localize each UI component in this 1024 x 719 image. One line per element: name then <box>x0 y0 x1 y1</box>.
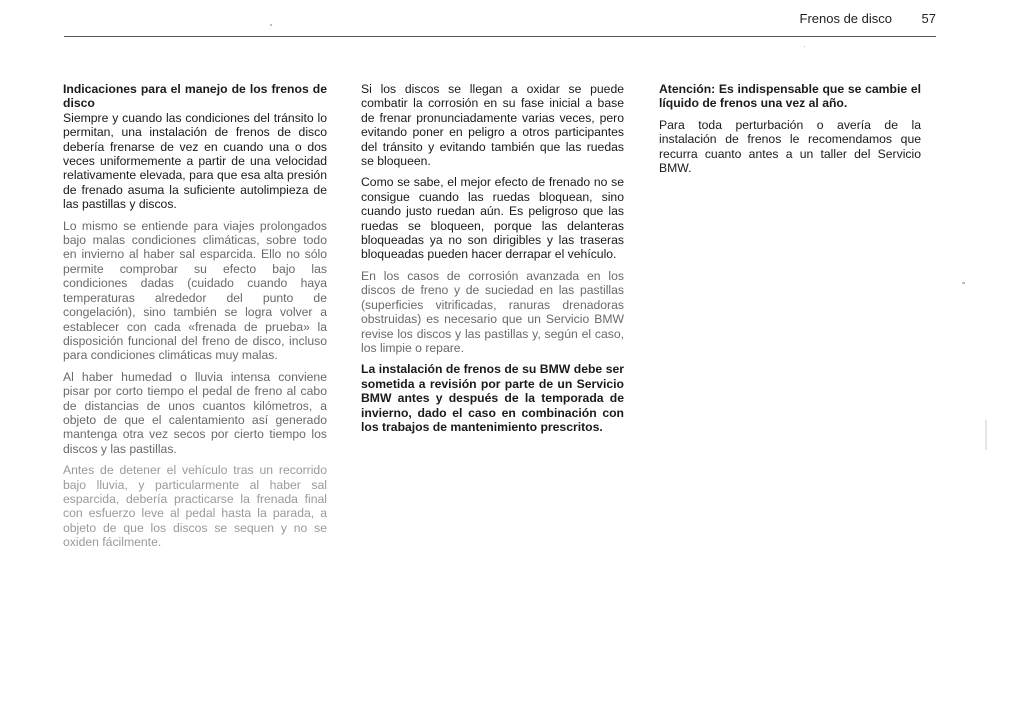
paragraph: Como se sabe, el mejor efecto de frenado no se consigue cuando las ruedas bloquean, sino cuando justo ruedan aún. Es peligroso que las ruedas se bloqueen, porque las delanteras bloqueadas ya no son dirigibles y las traseras bloqueadas pueden hacer derrapar el vehículo. <box>361 175 624 262</box>
attention-notice: Atención: Es indispensable que se cambie el líquido de frenos una vez al año. <box>659 82 921 111</box>
scan-speck <box>270 24 272 26</box>
paragraph: Antes de detener el vehículo tras un recorrido bajo lluvia, y particularmente al haber sal esparcida, debería practicarse la frenada final con esfuerzo leve al pedal hasta la parada, a objeto de que los discos se sequen y no se oxiden fácilmente. <box>63 463 327 550</box>
page-number: 57 <box>921 11 936 26</box>
scan-speck <box>804 46 805 47</box>
column-2 <box>361 82 624 441</box>
paragraph: Al haber humedad o lluvia intensa conviene pisar por corto tiempo el pedal de freno al cabo de distancias de unos cuantos kilómetros, a objeto de que el calentamiento así generado mantenga otra vez secos por cierto tiempo los discos y las pastillas. <box>63 369 327 456</box>
bold-notice: La instalación de frenos de su BMW debe ser sometida a revisión por parte de un Servicio BMW antes y después de la temporada de invierno, dado el caso en combinación con los trabajos de mantenimiento prescritos. <box>361 362 624 434</box>
paragraph: En los casos de corrosión avanzada en los discos de freno y de suciedad en las pastillas (superficies vitrificadas, ranuras drenadoras obstruidas) es necesario que un Servicio BMW revise los discos y las pastillas y, según el caso, los limpie o repare. <box>361 268 624 355</box>
scan-speck <box>962 282 965 284</box>
paragraph: Para toda perturbación o avería de la instalación de frenos le recomendamos que recurra cuanto antes a un taller del Servicio BMW. <box>659 117 921 176</box>
section-title: Frenos de disco <box>799 11 892 26</box>
paragraph: Siempre y cuando las condiciones del tránsito lo permitan, una instalación de frenos de disco debería frenarse de vez en cuando una o dos veces uniformemente a partir de una velocidad relativamente elevada, para que esa alta presión de frenado asuma la suficiente autolimpieza de las pastillas y discos. <box>63 110 327 212</box>
paragraph: Lo mismo se entiende para viajes prolongados bajo malas condiciones climáticas, sobre todo en invierno al haber sal esparcida. Ello no sólo permite comprobar su efecto bajo las condiciones dadas (cuidado cuando haya temperaturas alrededor del punto de congelación), sino también se logra volver a establecer con cada «frenada de prueba» la disposición funcional del freno de disco, incluso para condiciones climáticas muy malas. <box>63 218 327 363</box>
scan-speck <box>985 420 987 450</box>
page-header <box>64 0 936 37</box>
paragraph: Si los discos se llegan a oxidar se puede combatir la corrosión en su fase inicial a base de frenar pronunciadamente varias veces, pero evitando poner en peligro a otros participantes del tránsito y evitando también que las ruedas se bloqueen. <box>361 82 624 169</box>
column-1 <box>63 82 327 557</box>
heading-disc-brake-handling: Indicaciones para el manejo de los frenos de disco <box>63 82 327 111</box>
column-3 <box>659 82 921 182</box>
